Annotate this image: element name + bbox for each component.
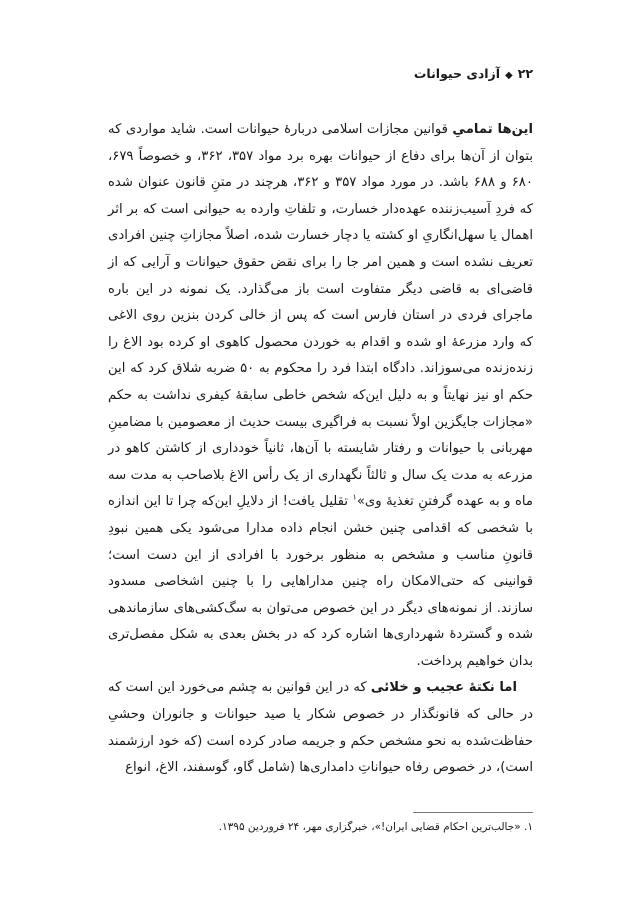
paragraph-1 — [108, 117, 533, 675]
paragraph-1-text-after: تقلیل یافت! از دلایلِ این‌که چرا تا این اندازه با شخصی که اقدامی چنین خشن انجام داده مدارا می‌شود یکی همین نبودِ قانونِ مناسب و مشخص به منظور برخورد با افرادی از این دست است؛ قوانینی که حتی‌الامکان راه چنین مداراهایی را با چنین اشخاصی مسدود سازند. از نمونه‌های دیگر در این خصوص می‌توان به سگ‌کشی‌های سازماندهی شده و گستردهٔ شهرداری‌ها اشاره کرد که در بخش بعدی به شکل مفصل‌تری بدان خواهیم پرداخت. — [108, 494, 533, 669]
footnote: ۱. «جالب‌ترین احکام قضایی ایران!»، خبرگزاری مهر، ۲۴ فروردین ۱۳۹۵. — [218, 821, 533, 833]
paragraph-2-text: که در این قوانین به چشم می‌خورد این است که در حالی که قانونگذار در خصوص شکار یا صید حیوانات و جانوران وحشیِ حفاظت‌شده به نحو مشخص حکم و جریمه صادر کرده است (که خود ارزشمند است)، در خصوص رفاه حیواناتِ دامداری‌ها (شامل گاو، گوسفند، الاغ، انواع — [108, 680, 533, 776]
book-title: آزادی حیوانات — [413, 66, 501, 81]
page-number: ۲۲ — [517, 66, 533, 81]
body-text — [108, 117, 533, 782]
paragraph-1-text: قوانین مجازات اسلامی دربارهٔ حیوانات است. شاید مواردی که بتوان از آن‌ها برای دفاع از حیوانات بهره برد مواد ۳۵۷، ۳۶۲، و خصوصاً ۶۷۹، ۶۸۰ و ۶۸۸ باشد. در مورد مواد ۳۵۷ و ۳۶۲، هرچند در متنِ قانون عنوان شده که فردِ آسیب‌زننده عهده‌دار خسارت، و تلفاتِ وارده به حیوانی است که بر اثر اهمال یا سهل‌انگاریِ او کشته یا دچار خسارت شده، اصلاً مجازاتِ چنین افرادی تعریف نشده است و همین امر جا را برای نقض حقوق حیوانات و آرایی که از قاضی‌ای به قاضی دیگر متفاوت است باز می‌گذارد. یک نمونه در این باره ماجرای فردی در استان فارس است که پس از خالی کردن بنزین روی الاغی که وارد مزرعهٔ او شده و اقدام به خوردن محصول کاهوی او کرده بود الاغ را زنده‌زنده می‌سوزاند. دادگاه ابتدا فرد را محکوم به ۵۰ ضربه شلاق کرد که این حکم او نیز نهایتاً و به دلیل این‌که شخص خاطی سابقهٔ کیفری نداشت به حکم «مجازات جایگزین اولاً نسبت به فراگیری بیست حدیث از معصومین با مضامینِ مهربانی با حیوانات و رفتار شایسته با آن‌ها، ثانیاً خودداری از کاشتن کاهو در مزرعه به مدت یک سال و ثالثاً نگهداری از یک رأس الاغ بلاصاحب به مدت سه ماه و به عهده گرفتنِ تغذیهٔ وی» — [108, 122, 533, 510]
diamond-bullet-icon: ◆ — [505, 70, 513, 81]
footnote-reference[interactable]: ۱ — [352, 492, 357, 502]
paragraph-2 — [108, 675, 533, 781]
paragraph-1-lead: این‌ها تمامیِ — [452, 122, 533, 137]
running-header — [108, 66, 533, 81]
paragraph-2-lead: اما نکتهٔ عجیب و خلائی — [370, 680, 517, 696]
footnote-divider — [413, 812, 533, 813]
